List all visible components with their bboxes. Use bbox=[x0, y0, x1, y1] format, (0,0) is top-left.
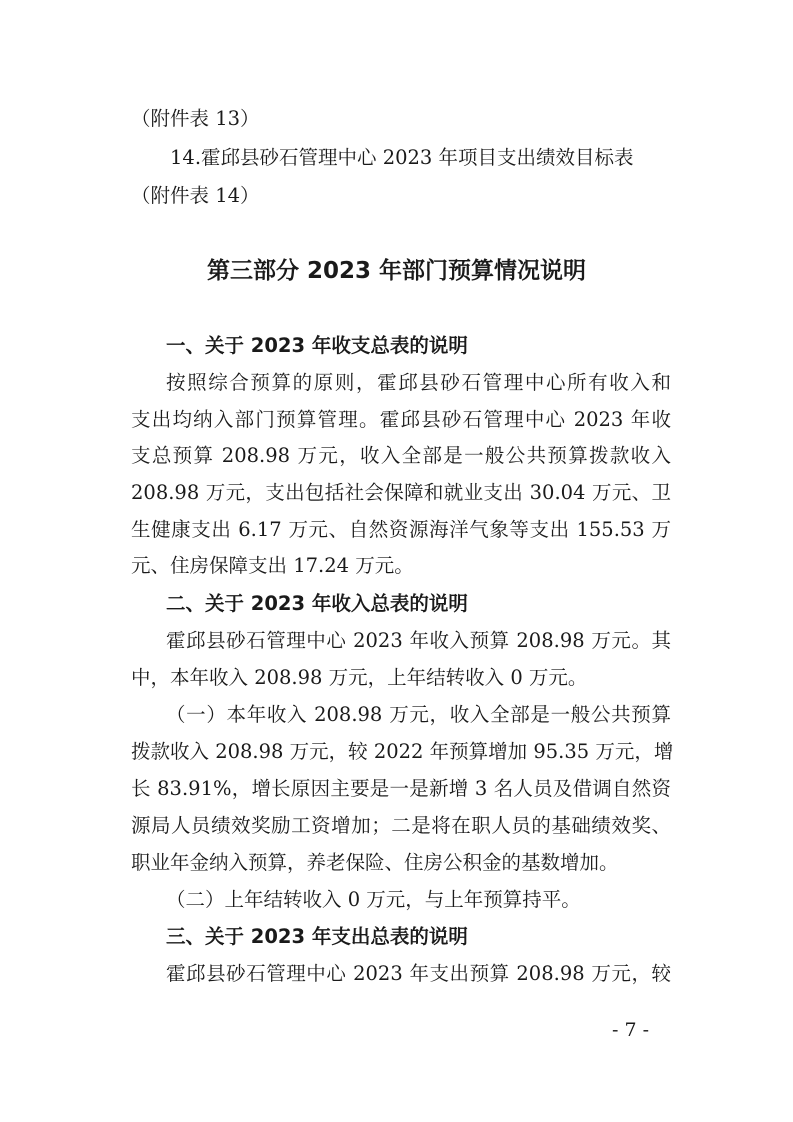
page-number: - 7 - bbox=[612, 1019, 650, 1041]
paragraph-line: 208.98 万元，支出包括社会保障和就业支出 30.04 万元、卫 bbox=[131, 481, 671, 504]
paragraph-line: 生健康支出 6.17 万元、自然资源海洋气象等支出 155.53 万 bbox=[131, 518, 671, 541]
paragraph-line: 支总预算 208.98 万元，收入全部是一般公共预算拨款收入 bbox=[131, 444, 671, 467]
section-3-heading: 三、关于 2023 年支出总表的说明 bbox=[166, 925, 468, 948]
attachment-13-line: （附件表 13） bbox=[131, 107, 260, 130]
paragraph-line: （一）本年收入 208.98 万元，收入全部是一般公共预算 bbox=[166, 703, 671, 726]
paragraph-line: 拨款收入 208.98 万元，较 2022 年预算增加 95.35 万元，增 bbox=[131, 740, 674, 763]
paragraph-line: 元、住房保障支出 17.24 万元。 bbox=[131, 554, 414, 577]
paragraph-line: 长 83.91%，增长原因主要是一是新增 3 名人员及借调自然资 bbox=[131, 777, 671, 800]
paragraph-line: 支出均纳入部门预算管理。霍邱县砂石管理中心 2023 年收 bbox=[131, 408, 671, 431]
section-1-heading: 一、关于 2023 年收支总表的说明 bbox=[166, 334, 468, 357]
paragraph-line: （二）上年结转收入 0 万元，与上年预算持平。 bbox=[166, 888, 581, 911]
part-title: 第三部分 2023 年部门预算情况说明 bbox=[206, 258, 587, 284]
paragraph-line: 中，本年收入 208.98 万元，上年结转收入 0 万元。 bbox=[131, 666, 588, 689]
attachment-14-line: （附件表 14） bbox=[131, 184, 260, 207]
paragraph-line: 源局人员绩效奖励工资增加；二是将在职人员的基础绩效奖、 bbox=[131, 814, 671, 837]
paragraph-line: 职业年金纳入预算，养老保险、住房公积金的基数增加。 bbox=[131, 851, 619, 874]
paragraph-line: 霍邱县砂石管理中心 2023 年支出预算 208.98 万元，较 bbox=[166, 962, 671, 985]
paragraph-line: 按照综合预算的原则，霍邱县砂石管理中心所有收入和 bbox=[166, 371, 671, 394]
attachment-14-title-line: 14.霍邱县砂石管理中心 2023 年项目支出绩效目标表 bbox=[170, 146, 634, 169]
section-2-heading: 二、关于 2023 年收入总表的说明 bbox=[166, 592, 468, 615]
paragraph-line: 霍邱县砂石管理中心 2023 年收入预算 208.98 万元。其 bbox=[166, 629, 671, 652]
